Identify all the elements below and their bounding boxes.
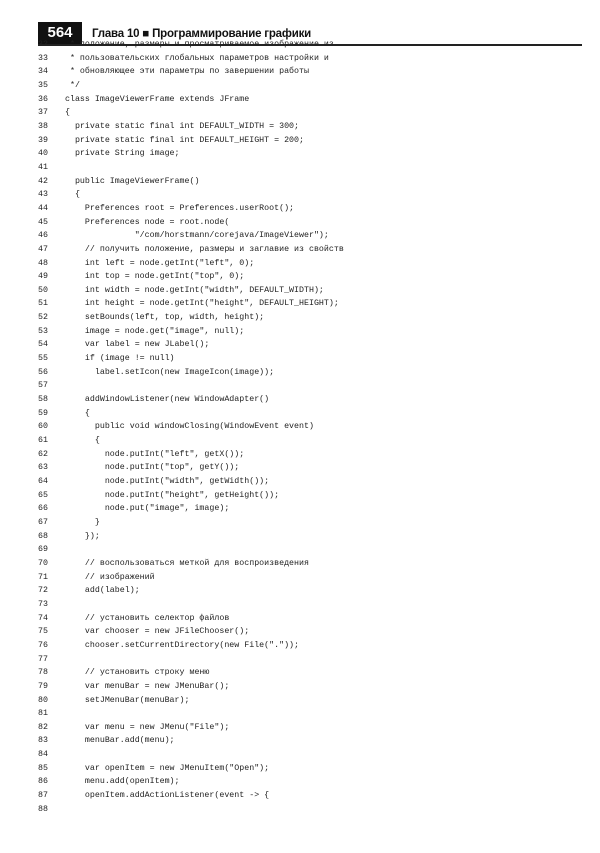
line-number: 65 bbox=[38, 490, 48, 500]
code-line bbox=[38, 299, 344, 313]
code-text: } bbox=[65, 517, 100, 527]
code-line bbox=[38, 764, 344, 778]
code-line bbox=[38, 559, 344, 573]
code-text: addWindowListener(new WindowAdapter() bbox=[65, 395, 270, 405]
line-number: 51 bbox=[38, 299, 48, 309]
line-number: 36 bbox=[38, 94, 48, 104]
code-line bbox=[38, 177, 344, 191]
code-text: setBounds(left, top, width, height); bbox=[65, 313, 265, 323]
code-line bbox=[38, 696, 344, 710]
code-line bbox=[38, 586, 344, 600]
code-line bbox=[38, 108, 344, 122]
line-number: 34 bbox=[38, 67, 48, 77]
code-line bbox=[38, 573, 344, 587]
line-number: 53 bbox=[38, 326, 48, 336]
code-text: int top = node.getInt("top", 0); bbox=[65, 272, 245, 282]
code-line bbox=[38, 668, 344, 682]
code-line bbox=[38, 723, 344, 737]
code-listing bbox=[38, 40, 344, 818]
code-line bbox=[38, 395, 344, 409]
code-text: { bbox=[65, 190, 80, 200]
line-number: 86 bbox=[38, 777, 48, 787]
line-number: 33 bbox=[38, 53, 48, 63]
line-number: 39 bbox=[38, 135, 48, 145]
code-text: var chooser = new JFileChooser(); bbox=[65, 627, 250, 637]
code-text: { bbox=[65, 108, 70, 118]
code-text: * пользовательских глобальных параметров настройки и bbox=[65, 53, 329, 63]
code-text: // воспользоваться меткой для воспроизведения bbox=[65, 558, 309, 568]
line-number: 46 bbox=[38, 231, 48, 241]
code-line bbox=[38, 81, 344, 95]
code-text: chooser.setCurrentDirectory(new File(".")); bbox=[65, 640, 300, 650]
line-number: 87 bbox=[38, 791, 48, 801]
code-text: public void windowClosing(WindowEvent event) bbox=[65, 422, 314, 432]
code-text: node.putInt("height", getHeight()); bbox=[65, 490, 280, 500]
code-text: int width = node.getInt("width", DEFAULT_WIDTH); bbox=[65, 285, 324, 295]
code-text: { bbox=[65, 436, 100, 446]
line-number: 82 bbox=[38, 722, 48, 732]
code-line bbox=[38, 791, 344, 805]
line-number: 73 bbox=[38, 599, 48, 609]
code-text: var menuBar = new JMenuBar(); bbox=[65, 681, 230, 691]
code-line bbox=[38, 641, 344, 655]
code-text: var label = new JLabel(); bbox=[65, 340, 210, 350]
line-number: 68 bbox=[38, 531, 48, 541]
code-line bbox=[38, 40, 344, 54]
line-number: 42 bbox=[38, 176, 48, 186]
line-number: 71 bbox=[38, 572, 48, 582]
line-number: 55 bbox=[38, 354, 48, 364]
line-number: 76 bbox=[38, 640, 48, 650]
line-number: 83 bbox=[38, 736, 48, 746]
code-text: class ImageViewerFrame extends JFrame bbox=[65, 94, 250, 104]
code-line bbox=[38, 327, 344, 341]
line-number: 74 bbox=[38, 613, 48, 623]
code-line bbox=[38, 409, 344, 423]
line-number: 58 bbox=[38, 395, 48, 405]
line-number: 81 bbox=[38, 709, 48, 719]
line-number: 63 bbox=[38, 463, 48, 473]
code-line bbox=[38, 54, 344, 68]
code-text: // установить селектор файлов bbox=[65, 613, 230, 623]
code-line bbox=[38, 463, 344, 477]
code-line bbox=[38, 750, 344, 764]
code-line bbox=[38, 163, 344, 177]
code-line bbox=[38, 682, 344, 696]
code-text: private String image; bbox=[65, 149, 180, 159]
line-number: 48 bbox=[38, 258, 48, 268]
line-number: 60 bbox=[38, 422, 48, 432]
line-number: 88 bbox=[38, 804, 48, 814]
code-text: node.putInt("width", getWidth()); bbox=[65, 477, 270, 486]
code-line bbox=[38, 354, 344, 368]
code-text: openItem.addActionListener(event -> { bbox=[65, 791, 270, 801]
code-text: * обновляющее эти параметры по завершении работы bbox=[65, 67, 309, 77]
code-line bbox=[38, 67, 344, 81]
code-line bbox=[38, 231, 344, 245]
code-text: add(label); bbox=[65, 586, 140, 596]
code-line bbox=[38, 777, 344, 791]
code-line bbox=[38, 504, 344, 518]
line-number: 84 bbox=[38, 750, 48, 760]
code-text: node.put("image", image); bbox=[65, 504, 230, 514]
line-number: 41 bbox=[38, 162, 48, 172]
code-line bbox=[38, 545, 344, 559]
line-number: 79 bbox=[38, 681, 48, 691]
code-line bbox=[38, 122, 344, 136]
line-number: 40 bbox=[38, 149, 48, 159]
code-line bbox=[38, 136, 344, 150]
code-line bbox=[38, 600, 344, 614]
line-number: 62 bbox=[38, 449, 48, 459]
line-number: 54 bbox=[38, 340, 48, 350]
code-line bbox=[38, 218, 344, 232]
code-line bbox=[38, 286, 344, 300]
line-number: 75 bbox=[38, 627, 48, 637]
code-text: var openItem = new JMenuItem("Open"); bbox=[65, 763, 270, 773]
line-number: 32 bbox=[38, 40, 48, 49]
line-number: 64 bbox=[38, 477, 48, 486]
line-number: 59 bbox=[38, 408, 48, 418]
line-number: 35 bbox=[38, 80, 48, 90]
code-line bbox=[38, 518, 344, 532]
code-line bbox=[38, 614, 344, 628]
line-number: 47 bbox=[38, 244, 48, 254]
code-text: image = node.get("image", null); bbox=[65, 326, 245, 336]
code-text: var menu = new JMenu("File"); bbox=[65, 722, 230, 732]
code-line bbox=[38, 272, 344, 286]
line-number: 57 bbox=[38, 381, 48, 391]
line-number: 70 bbox=[38, 558, 48, 568]
line-number: 66 bbox=[38, 504, 48, 514]
code-line bbox=[38, 627, 344, 641]
line-number: 37 bbox=[38, 108, 48, 118]
code-line bbox=[38, 95, 344, 109]
line-number: 56 bbox=[38, 367, 48, 377]
code-text: label.setIcon(new ImageIcon(image)); bbox=[65, 367, 275, 377]
code-line bbox=[38, 149, 344, 163]
line-number: 72 bbox=[38, 586, 48, 596]
line-number: 44 bbox=[38, 203, 48, 213]
page-number: 564 bbox=[38, 22, 82, 44]
code-line bbox=[38, 655, 344, 669]
code-line bbox=[38, 204, 344, 218]
line-number: 85 bbox=[38, 763, 48, 773]
code-text: */ bbox=[65, 80, 80, 90]
code-text: int height = node.getInt("height", DEFAULT_HEIGHT); bbox=[65, 299, 339, 309]
code-line bbox=[38, 736, 344, 750]
code-text: menu.add(openItem); bbox=[65, 777, 180, 787]
code-text: public ImageViewerFrame() bbox=[65, 176, 200, 186]
code-line bbox=[38, 477, 344, 491]
code-text: setJMenuBar(menuBar); bbox=[65, 695, 190, 705]
code-text: { bbox=[65, 408, 90, 418]
code-line bbox=[38, 313, 344, 327]
line-number: 45 bbox=[38, 217, 48, 227]
code-line bbox=[38, 805, 344, 819]
code-line bbox=[38, 190, 344, 204]
line-number: 69 bbox=[38, 545, 48, 555]
code-line bbox=[38, 491, 344, 505]
line-number: 78 bbox=[38, 668, 48, 678]
code-text: "/com/horstmann/corejava/ImageViewer"); bbox=[65, 231, 329, 241]
code-text: // изображений bbox=[65, 572, 155, 582]
code-text: // получить положение, размеры и заглавие из свойств bbox=[65, 244, 344, 254]
code-text: Preferences node = root.node( bbox=[65, 217, 230, 227]
code-text: private static final int DEFAULT_HEIGHT = 200; bbox=[65, 135, 304, 145]
code-text: node.putInt("left", getX()); bbox=[65, 449, 245, 459]
code-text: * положение, размеры и просматриваемое изображение из bbox=[65, 40, 334, 49]
code-line bbox=[38, 532, 344, 546]
code-text: }); bbox=[65, 531, 100, 541]
code-line bbox=[38, 709, 344, 723]
code-text: node.putInt("top", getY()); bbox=[65, 463, 240, 473]
code-line bbox=[38, 450, 344, 464]
line-number: 38 bbox=[38, 121, 48, 131]
code-line bbox=[38, 368, 344, 382]
line-number: 49 bbox=[38, 272, 48, 282]
code-line bbox=[38, 245, 344, 259]
line-number: 61 bbox=[38, 436, 48, 446]
line-number: 77 bbox=[38, 654, 48, 664]
code-line bbox=[38, 381, 344, 395]
code-line bbox=[38, 422, 344, 436]
code-line bbox=[38, 436, 344, 450]
code-line bbox=[38, 340, 344, 354]
code-text: private static final int DEFAULT_WIDTH = 300; bbox=[65, 121, 300, 131]
chapter-title: Глава 10 ■ Программирование графики bbox=[92, 28, 312, 40]
line-number: 67 bbox=[38, 517, 48, 527]
code-text: Preferences root = Preferences.userRoot(); bbox=[65, 203, 295, 213]
code-text: menuBar.add(menu); bbox=[65, 736, 175, 746]
line-number: 52 bbox=[38, 313, 48, 323]
code-text: // установить строку меню bbox=[65, 668, 210, 678]
code-text: if (image != null) bbox=[65, 354, 175, 364]
line-number: 80 bbox=[38, 695, 48, 705]
line-number: 50 bbox=[38, 285, 48, 295]
code-text: int left = node.getInt("left", 0); bbox=[65, 258, 255, 268]
code-line bbox=[38, 259, 344, 273]
line-number: 43 bbox=[38, 190, 48, 200]
